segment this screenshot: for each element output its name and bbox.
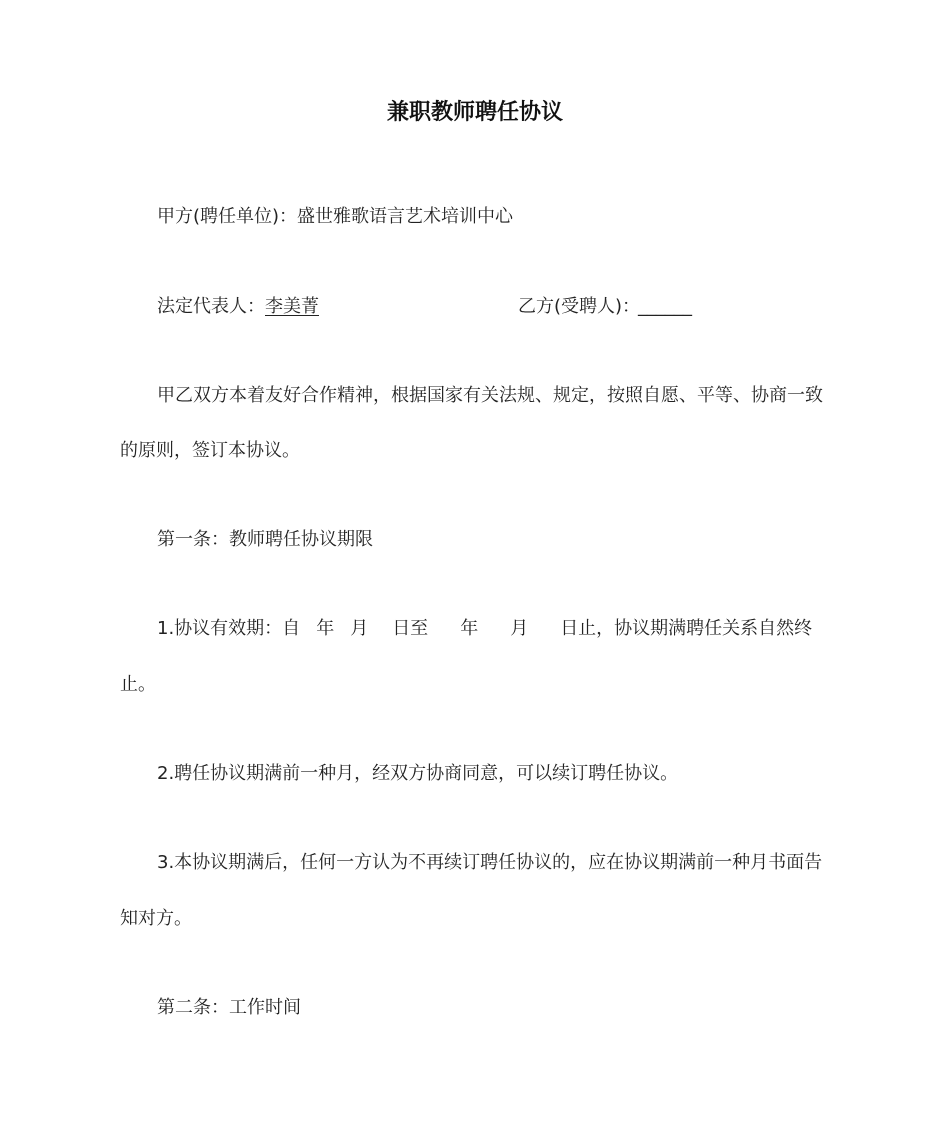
item-1-month-1: 月 [350, 618, 369, 639]
party-b-blank: ______ [638, 296, 692, 317]
item-3-line-1: 3.本协议期满后，任何一方认为不再续订聘任协议的，应在协议期满前一种月书面告 [157, 852, 823, 873]
item-1-month-2: 月 [510, 618, 529, 639]
article-1-heading: 第一条：教师聘任协议期限 [157, 529, 373, 550]
item-1-year-1: 年 [316, 618, 335, 639]
party-a-line: 甲方(聘任单位)：盛世雅歌语言艺术培训中心 [157, 206, 514, 227]
legal-rep-name-text: 李美菁 [265, 296, 319, 317]
item-3-line-2: 知对方。 [120, 908, 192, 929]
item-1-line-2: 止。 [120, 674, 156, 695]
document-title: 兼职教师聘任协议 [386, 100, 563, 125]
item-2-line: 2.聘任协议期满前一种月，经双方协商同意，可以续订聘任协议。 [157, 763, 679, 784]
party-b-label: 乙方(受聘人)： [518, 296, 641, 317]
item-1-prefix: 1.协议有效期：自 [157, 618, 301, 639]
article-2-heading: 第二条：工作时间 [157, 997, 301, 1018]
item-1-year-2: 年 [460, 618, 479, 639]
item-1-day-to: 日至 [392, 618, 429, 639]
item-1-suffix: 日止，协议期满聘任关系自然终 [560, 618, 813, 639]
legal-rep-label: 法定代表人： [157, 296, 265, 317]
intro-line-2: 的原则，签订本协议。 [120, 440, 300, 461]
legal-rep-name [265, 294, 319, 320]
item-1-line-1 [157, 616, 812, 642]
intro-line-1: 甲乙双方本着友好合作精神，根据国家有关法规、规定，按照自愿、平等、协商一致 [157, 385, 823, 406]
